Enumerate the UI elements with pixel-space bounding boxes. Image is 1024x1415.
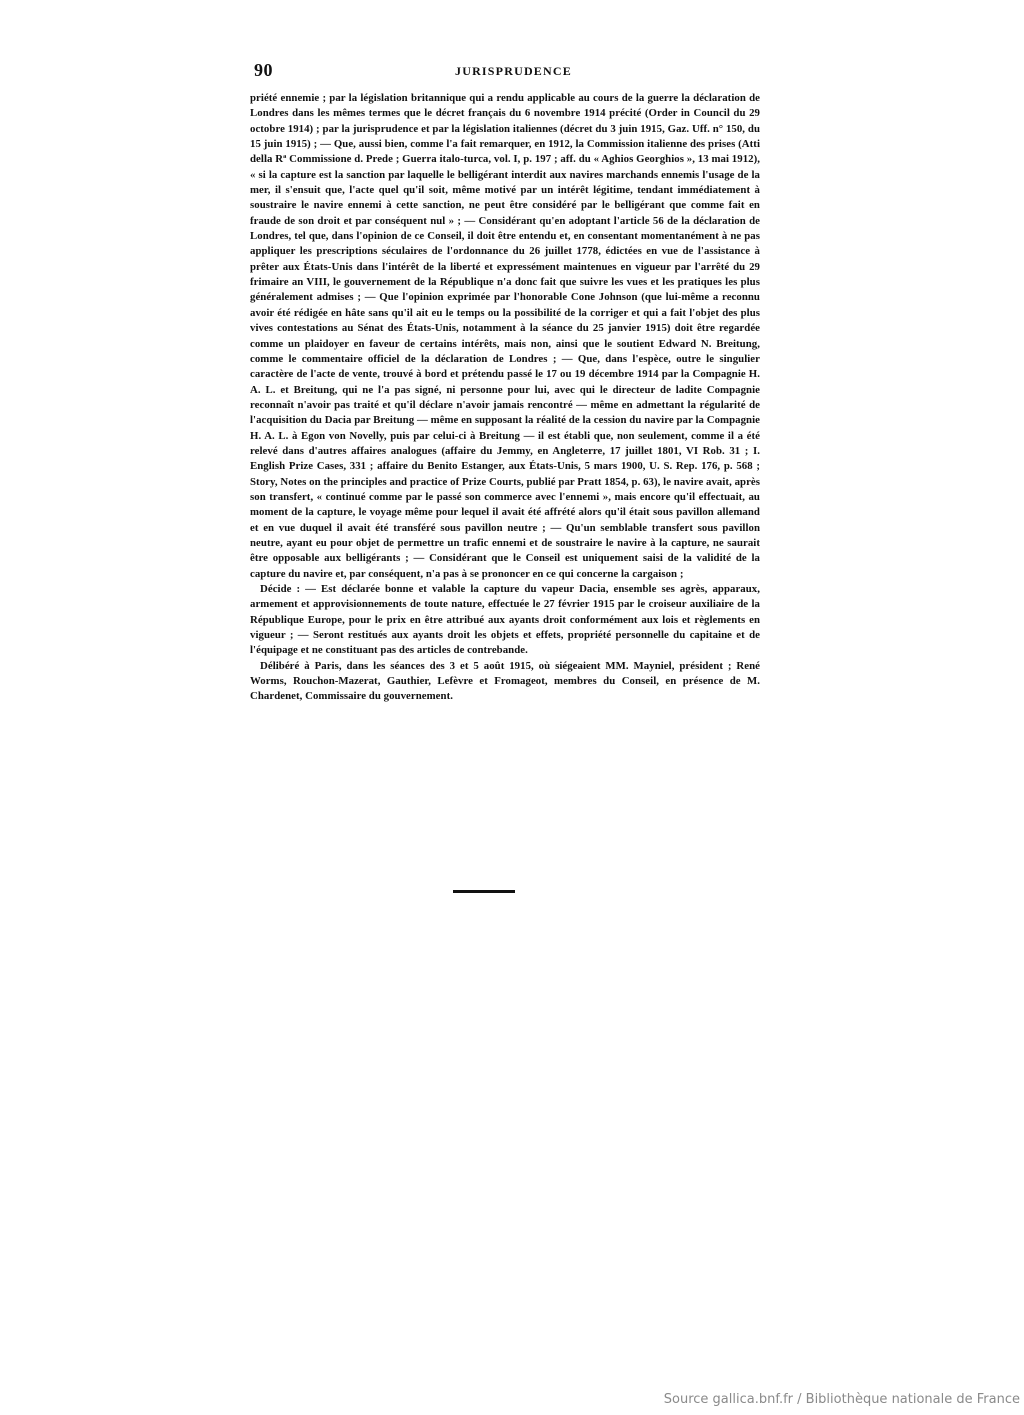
section-divider (453, 890, 515, 893)
paragraph-decision: Décide : — Est déclarée bonne et valable la capture du vapeur Dacia, ensemble ses agrès, apparaux, armement et approvisionnements de toute nature, effectuée le 27 février 1915 par le croiseur auxiliaire de la République Europe, pour le prix en être attribué aux ayants droit conformément aux lois et règlements en vigueur ; — Seront restitués aux ayants droit les objets et effets, propriété personnelle du capitaine et de l'équipage et ne constituant pas des articles de contrebande. (250, 583, 760, 657)
body-text (250, 91, 760, 705)
source-credit: Source gallica.bnf.fr / Bibliothèque nationale de France (663, 1392, 1020, 1407)
paragraph-deliberation: Délibéré à Paris, dans les séances des 3 et 5 août 1915, où siégeaient MM. Mayniel, président ; René Worms, Rouchon-Mazerat, Gauthier, Lefèvre et Fromageot, membres du Conseil, en présence de M. Chardenet, Commissaire du gouvernement. (250, 659, 760, 703)
page-number: 90 (254, 60, 273, 80)
running-title: JURISPRUDENCE (455, 64, 572, 78)
paragraph-considerants: priété ennemie ; par la législation britannique qui a rendu applicable au cours de la guerre la déclaration de Londres dans les mêmes termes que le décret français du 6 novembre 1914 précité (Order in Council du 29 octobre 1914) ; par la jurisprudence et par la législation italiennes (décret du 3 juin 1915, Gaz. Uff. n° 150, du 15 juin 1915) ; — Que, aussi bien, comme l'a fait remarquer, en 1912, la Commission italienne des prises (Atti della Rª Commissione d. Prede ; Guerra italo-turca, vol. I, p. 197 ; aff. du « Aghios Georghios », 13 mai 1912), « si la capture est la sanction par laquelle le belligérant interdit aux navires marchands ennemis l'usage de la mer, il s'ensuit que, l'acte quel qu'il soit, même motivé par un intérêt légitime, tendant immédiatement à soustraire le navire ennemi à cette sanction, ne peut être considéré par le belligérant que comme fait en fraude de son droit et par conséquent nul » ; — Considérant qu'en adoptant l'article 56 de la déclaration de Londres, tel que, dans l'opinion de ce Conseil, il doit être entendu et, en consentant momentanément à ne pas appliquer les prescriptions séculaires de l'ordonnance du 26 juillet 1778, édictées en vue de l'assistance à prêter aux États-Unis dans l'intérêt de la liberté et expressément maintenues en vigueur par l'arrêté du 29 frimaire an VIII, le gouvernement de la République n'a donc fait que suivre les vues et les pratiques les plus généralement admises ; — Que l'opinion exprimée par l'honorable Cone Johnson (que lui-même a reconnu avoir été rédigée en hâte sans qu'il ait eu le temps ou la possibilité de la corriger et qui a fait l'objet des plus vives contestations au Sénat des États-Unis, notamment à la séance du 25 janvier 1915) doit être regardée comme un plaidoyer en faveur de certains intérêts, mais non, ainsi que le soutient Edward N. Breitung, comme le commentaire officiel de la déclaration de Londres ; — Que, dans l'espèce, outre le singulier caractère de l'acte de vente, trouvé à bord et prétendu passé le 17 ou 19 décembre 1914 par la Compagnie H. A. L. et Breitung, qui ne l'a pas signé, ni personne pour lui, avec qui le directeur de ladite Compagnie reconnaît n'avoir pas traité et qu'il déclare n'avoir jamais rencontré — même en admettant la régularité de l'acquisition du Dacia par Breitung — même en supposant la réalité de la cession du navire par la Compagnie H. A. L. à Egon von Novelly, puis par celui-ci à Breitung — il est établi que, non seulement, comme il a été relevé dans d'autres affaires analogues (affaire du Jemmy, en Angleterre, 17 juillet 1801, VI Rob. 31 ; I. English Prize Cases, 331 ; affaire du Benito Estanger, aux États-Unis, 5 mars 1900, U. S. Rep. 176, p. 568 ; Story, Notes on the principles and practice of Prize Courts, publié par Pratt 1854, p. 63), le navire avait, après son transfert, « continué comme par le passé son commerce avec l'ennemi », mais encore qu'il effectuait, au moment de la capture, le voyage même pour lequel il avait été affrété alors qu'il était sous pavillon allemand et en vue duquel il avait été transféré sous pavillon neutre ; — Qu'un semblable transfert sous pavillon neutre, ayant eu pour objet de permettre un trafic ennemi et de soustraire le navire à la capture, ne saurait être opposable aux belligérants ; — Considérant que le Conseil est uniquement saisi de la validité de la capture du navire et, par conséquent, n'a pas à se prononcer en ce qui concerne la cargaison ; (250, 92, 761, 580)
